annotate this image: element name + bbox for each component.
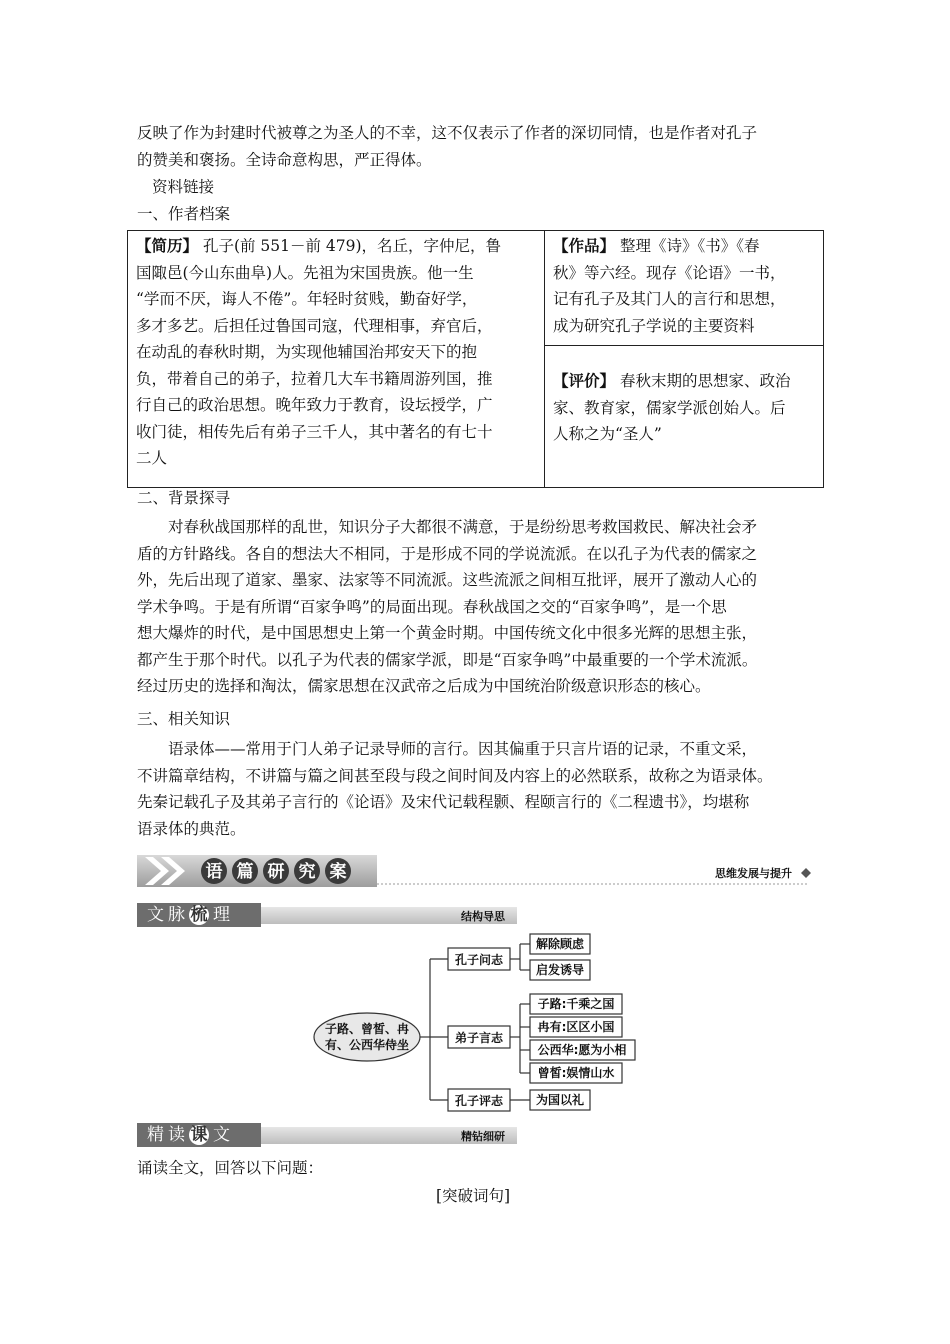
branch-label: 孔子评志 bbox=[454, 1094, 504, 1108]
paragraph-line: 外，先后出现了道家、墨家、法家等不同流派。这些流派之间相互批评，展开了激动人心的 bbox=[137, 571, 758, 589]
branch-label: 孔子问志 bbox=[454, 953, 504, 967]
structure-diagram bbox=[300, 928, 645, 1118]
section-reading-right-label: 精钻细研 bbox=[461, 1130, 505, 1143]
bio-line: 收门徒，相传先后有弟子三千人，其中著名的有七十 bbox=[136, 422, 493, 441]
center-node-label: 有、公西华侍坐 bbox=[324, 1038, 410, 1052]
bio-line: 在动乱的春秋时期，为实现他辅国治邦安天下的抱 bbox=[136, 343, 478, 361]
author-heading: 一、作者档案 bbox=[137, 205, 231, 223]
paragraph-line: 语录体的典范。 bbox=[137, 819, 246, 838]
author-profile-table bbox=[127, 230, 824, 488]
section-reading-title: 精读课 文 bbox=[137, 1123, 261, 1147]
bio-cell bbox=[128, 231, 545, 488]
works-cell bbox=[545, 231, 824, 346]
intro-line-2: 的赞美和褒扬。全诗命意构思，严正得体。 bbox=[137, 151, 432, 169]
paragraph-line: 经过历史的选择和淘汰，儒家思想在汉武帝之后成为中国统治阶级意识形态的核心。 bbox=[137, 677, 711, 695]
evaluation-line: 家、教育家，儒家学派创始人。后 bbox=[553, 398, 786, 417]
evaluation-line: 春秋末期的思想家、政治 bbox=[615, 372, 791, 390]
center-node-label: 子路、曾皙、冉 bbox=[324, 1022, 410, 1036]
knowledge-paragraph bbox=[137, 736, 815, 842]
resource-link-heading: 资料链接 bbox=[152, 178, 215, 196]
paragraph-line: 都产生于那个时代。以孔子为代表的儒家学派，即是“百家争鸣”中最重要的一个学术流派。 bbox=[137, 650, 758, 669]
paragraph-line: 盾的方针路线。各自的想法大不相同，于是形成不同的学说流派。在以孔子为代表的儒家之 bbox=[137, 544, 758, 563]
leaf-label: 子路:千乘之国 bbox=[537, 997, 615, 1011]
leaf-label: 为国以礼 bbox=[535, 1093, 585, 1107]
works-line: 整理《诗》《书》《春 bbox=[615, 237, 760, 255]
banner-right-label: 思维发展与提升 bbox=[715, 867, 792, 880]
background-heading: 二、背景探寻 bbox=[137, 489, 231, 507]
bio-line: “学而不厌，诲人不倦”。年轻时贫贱，勤奋好学， bbox=[136, 290, 478, 308]
bio-line: 二人 bbox=[136, 449, 168, 467]
center-node bbox=[314, 1013, 420, 1061]
leaf-label: 冉有:区区小国 bbox=[537, 1020, 615, 1034]
banner-char: 究 bbox=[298, 862, 316, 882]
bio-line: 孔子(前 551－前 479)，名丘，字仲尼，鲁 bbox=[198, 237, 502, 255]
paragraph-line: 对春秋战国那样的乱世，知识分子大都很不满意，于是纷纷思考救国救民、解决社会矛 bbox=[168, 518, 758, 536]
works-line: 秋》等六经。现存《论语》一书， bbox=[553, 263, 786, 282]
intro-line-1: 反映了作为封建时代被尊之为圣人的不幸，这不仅表示了作者的深切同情，也是作者对孔子 bbox=[137, 124, 758, 142]
paragraph-line: 学术争鸣。于是有所谓“百家争鸣”的局面出现。春秋战国之交的“百家争鸣”，是一个思 bbox=[137, 597, 727, 616]
evaluation-line: 人称之为“圣人” bbox=[553, 425, 662, 443]
leaf-label: 公西华:愿为小相 bbox=[537, 1043, 627, 1057]
diamond-icon bbox=[801, 868, 811, 878]
bio-label: 【简历】 bbox=[136, 236, 199, 255]
banner-char: 语 bbox=[205, 862, 223, 882]
paragraph-line: 想大爆炸的时代，是中国思想史上第一个黄金时期。中国传统文化中很多光辉的思想主张， bbox=[137, 624, 758, 642]
section-structure-header bbox=[137, 903, 517, 927]
bio-line: 多才多艺。后担任过鲁国司寇，代理相事，弃官后， bbox=[136, 316, 493, 335]
reading-instruction: 诵读全文，回答以下问题： bbox=[137, 1159, 324, 1177]
leaf-label: 启发诱导 bbox=[535, 963, 585, 977]
branch-label: 弟子言志 bbox=[454, 1031, 504, 1045]
bio-line: 行自己的政治思想。晚年致力于教育，设坛授学，广 bbox=[136, 396, 493, 414]
bio-line: 国陬邑(今山东曲阜)人。先祖为宋国贵族。他一生 bbox=[136, 263, 474, 282]
section-structure-right-label: 结构导思 bbox=[461, 910, 505, 923]
section-structure-circle-char: 梳 bbox=[190, 905, 208, 925]
works-line: 成为研究孔子学说的主要资料 bbox=[553, 316, 755, 335]
breakthrough-subtitle: [突破词句] bbox=[436, 1187, 511, 1205]
leaf-label: 解除顾虑 bbox=[535, 937, 585, 951]
evaluation-label: 【评价】 bbox=[553, 371, 616, 390]
works-label: 【作品】 bbox=[553, 236, 616, 255]
banner-char: 篇 bbox=[236, 862, 254, 882]
leaf-label: 曾皙:娱情山水 bbox=[537, 1066, 615, 1080]
bio-line: 负，带着自己的弟子，拉着几大车书籍周游列国，推 bbox=[136, 369, 493, 388]
banner-char: 研 bbox=[267, 862, 285, 882]
works-line: 记有孔子及其门人的言行和思想， bbox=[553, 290, 786, 308]
knowledge-heading: 三、相关知识 bbox=[137, 710, 231, 728]
paragraph-line: 不讲篇章结构，不讲篇与篇之间甚至段与段之间时间及内容上的必然联系，故称之为语录体。 bbox=[137, 766, 773, 785]
section-structure-title: 文脉梳 理 bbox=[137, 903, 261, 927]
paragraph-line: 先秦记载孔子及其弟子言行的《论语》及宋代记载程颢、程颐言行的《二程遗书》，均堪称 bbox=[137, 793, 750, 811]
section-reading-circle-char: 课 bbox=[190, 1125, 208, 1145]
evaluation-cell bbox=[545, 346, 824, 488]
section-reading-header bbox=[137, 1123, 517, 1147]
paragraph-line: 语录体——常用于门人弟子记录导师的言行。因其偏重于只言片语的记录，不重文采， bbox=[168, 740, 758, 758]
banner-char: 案 bbox=[329, 862, 347, 882]
background-paragraph bbox=[137, 514, 815, 700]
section-banner bbox=[137, 853, 817, 889]
